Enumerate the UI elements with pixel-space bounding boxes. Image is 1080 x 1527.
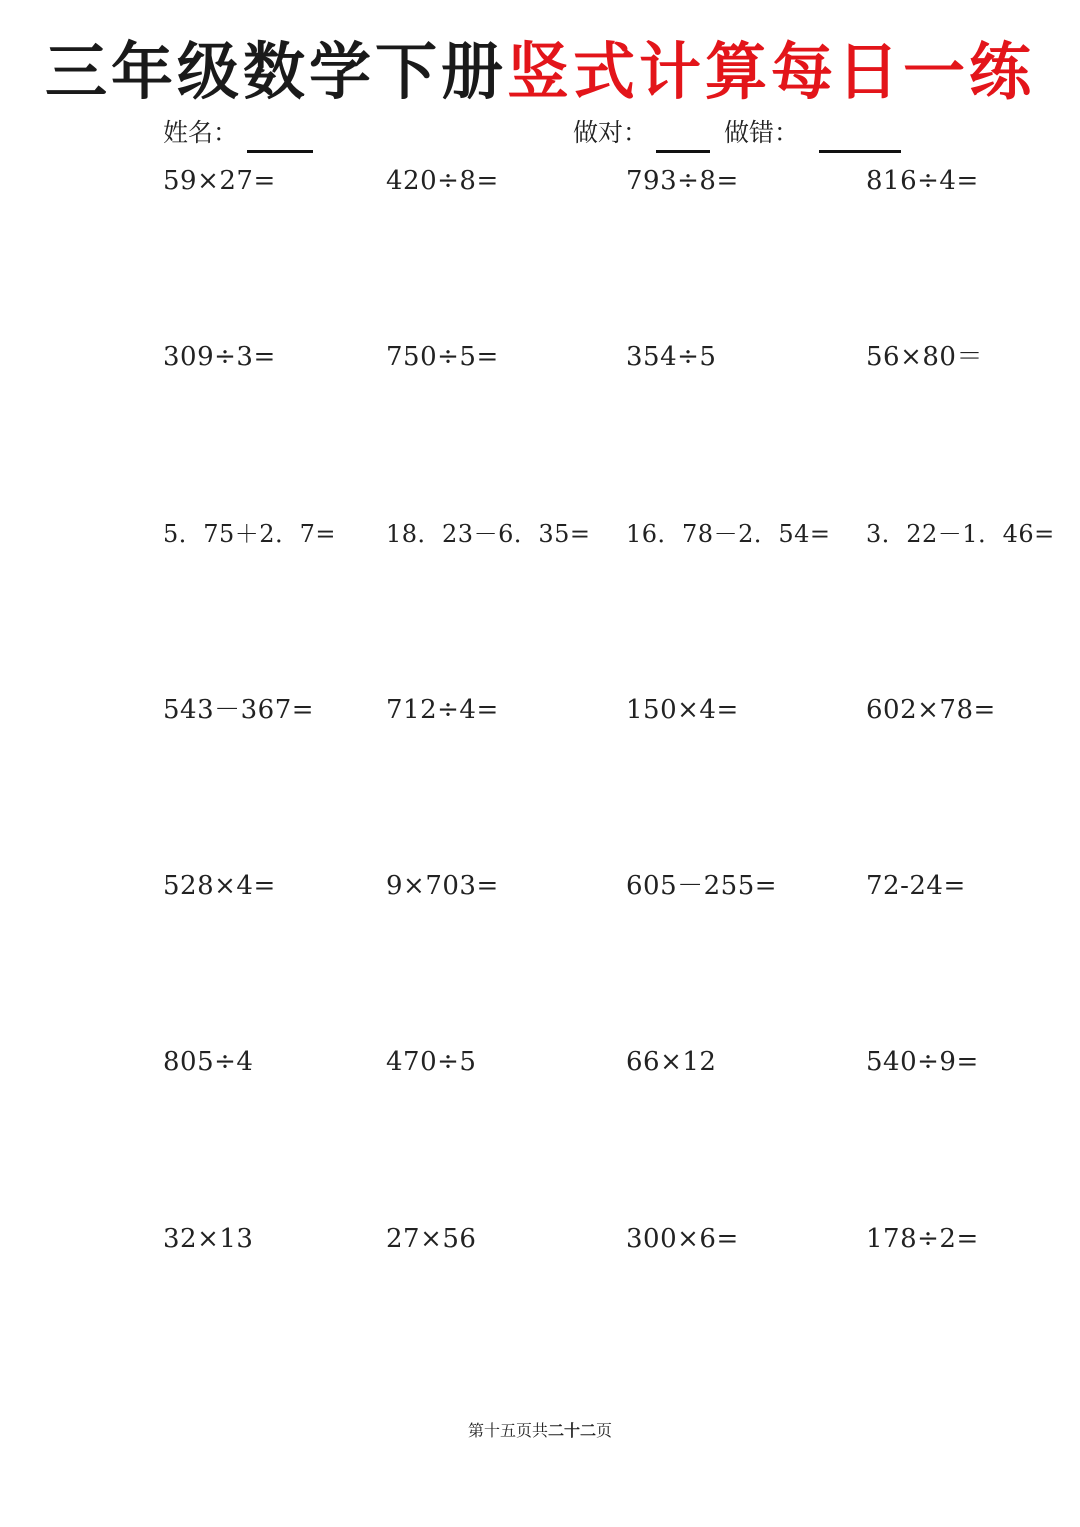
title-grade-part: 三年级数学下册: [44, 35, 507, 108]
problem-r3-c3: 16．78－2．54=: [626, 520, 831, 548]
footer-total-pages: 二十二: [547, 1421, 596, 1440]
correct-count-blank-line[interactable]: [656, 150, 710, 153]
problem-r5-c1: 528×4=: [163, 871, 276, 901]
problem-r1-c1: 59×27=: [163, 166, 276, 196]
problem-r6-c1: 805÷4: [163, 1047, 254, 1077]
problem-r5-c4: 72-24=: [866, 871, 966, 901]
problem-r6-c4: 540÷9=: [866, 1047, 979, 1077]
name-blank-line[interactable]: [247, 150, 313, 153]
problem-r5-c2: 9×703=: [386, 871, 499, 901]
problem-r4-c3: 150×4=: [626, 695, 739, 725]
problem-r3-c2: 18．23－6．35=: [386, 520, 591, 548]
name-label: 姓名：: [163, 118, 239, 147]
page-number-footer: [0, 1420, 1080, 1442]
correct-count-label: 做对：: [573, 118, 649, 147]
problem-r1-c4: 816÷4=: [866, 166, 979, 196]
worksheet-title: [0, 28, 1080, 116]
wrong-count-label: 做错：: [724, 118, 800, 147]
problem-r2-c2: 750÷5=: [386, 342, 499, 372]
problem-r4-c4: 602×78=: [866, 695, 996, 725]
problem-r7-c1: 32×13: [163, 1224, 254, 1254]
footer-prefix: 第十五页共: [467, 1421, 548, 1440]
problem-r4-c2: 712÷4=: [386, 695, 499, 725]
problem-r2-c4: 56×80＝: [866, 342, 983, 372]
problem-r2-c3: 354÷5: [626, 342, 717, 372]
problem-r7-c3: 300×6=: [626, 1224, 739, 1254]
footer-suffix: 页: [596, 1421, 613, 1440]
problem-r7-c2: 27×56: [386, 1224, 477, 1254]
problem-r1-c2: 420÷8=: [386, 166, 499, 196]
problem-r3-c1: 5．75＋2．7=: [163, 520, 336, 548]
problem-r4-c1: 543－367=: [163, 695, 315, 725]
wrong-count-blank-line[interactable]: [819, 150, 901, 153]
problem-r1-c3: 793÷8=: [626, 166, 739, 196]
problem-r2-c1: 309÷3=: [163, 342, 276, 372]
problem-r6-c3: 66×12: [626, 1047, 717, 1077]
problem-r6-c2: 470÷5: [386, 1047, 477, 1077]
problem-r3-c4: 3．22－1．46=: [866, 520, 1055, 548]
problem-r5-c3: 605－255=: [626, 871, 778, 901]
problem-r7-c4: 178÷2=: [866, 1224, 979, 1254]
title-practice-part: 竖式计算每日一练: [507, 35, 1036, 108]
